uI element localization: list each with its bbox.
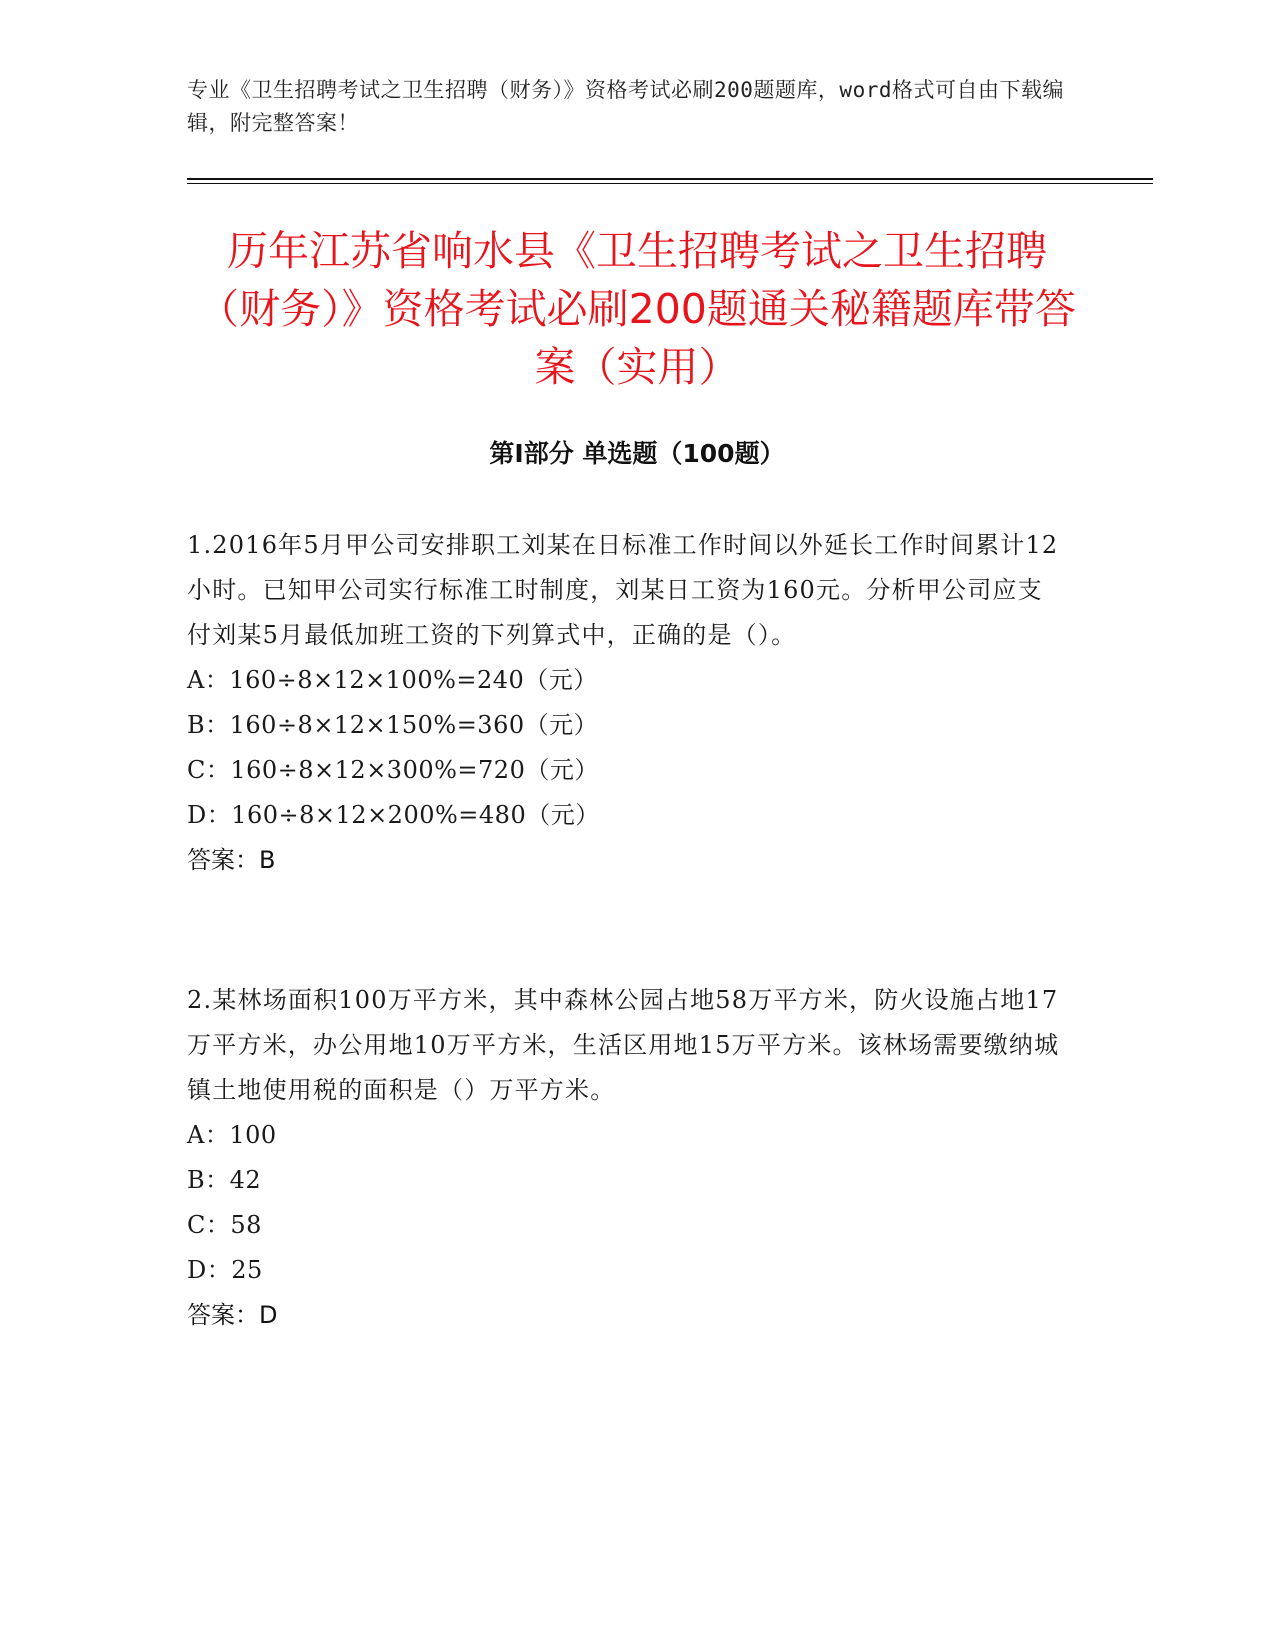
section-heading: 第I部分 单选题（100题） <box>489 439 785 468</box>
question-stem: 2.某林场面积100万平方米，其中森林公园占地58万平方米，防火设施占地17万平方米，办公用地10万平方米，生活区用地15万平方米。该林场需要缴纳城镇土地使用税的面积是（）万平方米。 <box>187 986 1060 1104</box>
option-d: D：160÷8×12×200%=480（元） <box>187 801 600 829</box>
option-d: D：25 <box>187 1256 263 1284</box>
answer: 答案：B <box>187 846 276 874</box>
option-b: B：42 <box>187 1166 262 1194</box>
option-c: C：160÷8×12×300%=720（元） <box>187 756 599 784</box>
header-note: 专业《卫生招聘考试之卫生招聘（财务）》资格考试必刷200题题库，word格式可自由下载编辑，附完整答案！ <box>187 78 1064 135</box>
document-title: 历年江苏省响水县《卫生招聘考试之卫生招聘（财务）》资格考试必刷200题通关秘籍题库带答案（实用） <box>198 227 1076 391</box>
option-a: A：160÷8×12×100%=240（元） <box>187 666 598 694</box>
header-divider-thick <box>187 178 1153 180</box>
header-divider-thin <box>187 183 1153 184</box>
question-stem: 1.2016年5月甲公司安排职工刘某在日标准工作时间以外延长工作时间累计12小时。已知甲公司实行标准工时制度，刘某日工资为160元。分析甲公司应支付刘某5月最低加班工资的下列算式中，正确的是（）。 <box>187 531 1059 649</box>
question-1 <box>187 523 1067 883</box>
answer: 答案：D <box>187 1301 278 1329</box>
question-2 <box>187 978 1067 1338</box>
option-a: A：100 <box>187 1121 277 1149</box>
option-c: C：58 <box>187 1211 262 1239</box>
option-b: B：160÷8×12×150%=360（元） <box>187 711 599 739</box>
